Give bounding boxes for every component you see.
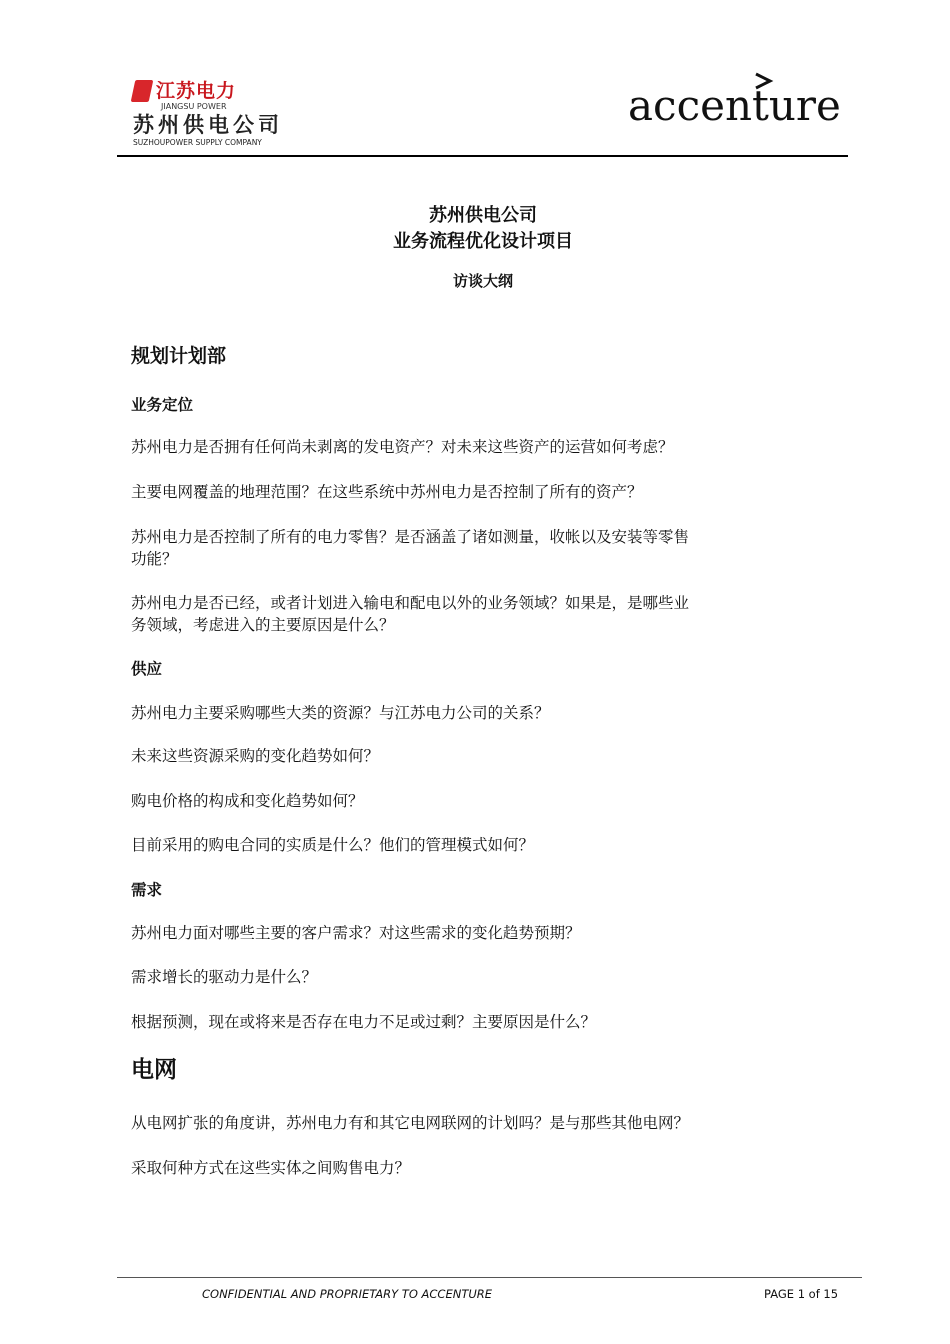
- footer-confidential: CONFIDENTIAL AND PROPRIETARY TO ACCENTURE: [202, 1287, 493, 1301]
- question: 需求增长的驱动力是什么？: [131, 968, 318, 986]
- question: 苏州电力是否已经，或者计划进入输电和配电以外的业务领域？如果是，是哪些业: [131, 594, 690, 612]
- footer-divider: [117, 1277, 862, 1278]
- jiangsu-power-mark-icon: [131, 80, 154, 102]
- question: 苏州电力面对哪些主要的客户需求？对这些需求的变化趋势预期？: [131, 924, 581, 942]
- question: 目前采用的购电合同的实质是什么？他们的管理模式如何？: [131, 836, 535, 854]
- header-divider: [117, 155, 848, 157]
- subheading-demand: 需求: [131, 880, 163, 899]
- question: 苏州电力主要采购哪些大类的资源？与江苏电力公司的关系？: [131, 704, 550, 722]
- suzhou-company-name: 苏州供电公司: [133, 113, 283, 137]
- jiangsu-power-name: 江苏电力: [156, 80, 237, 102]
- section-heading-planning: 规划计划部: [131, 345, 227, 367]
- question: 苏州电力是否拥有任何尚未剥离的发电资产？对未来这些资产的运营如何考虑？: [131, 438, 674, 456]
- question: 从电网扩张的角度讲，苏州电力有和其它电网联网的计划吗？是与那些其他电网？: [131, 1114, 690, 1132]
- doc-title-line2: 业务流程优化设计项目: [393, 231, 573, 252]
- question-continued: 务领域，考虑进入的主要原因是什么？: [131, 616, 395, 634]
- question: 未来这些资源采购的变化趋势如何？: [131, 747, 380, 765]
- suzhou-power-logo: [133, 80, 308, 150]
- suzhou-company-en: SUZHOUPOWER SUPPLY COMPANY: [133, 138, 262, 147]
- doc-subtitle: 访谈大纲: [452, 272, 513, 290]
- question: 主要电网覆盖的地理范围？在这些系统中苏州电力是否控制了所有的资产？: [131, 483, 643, 501]
- question: 根据预测，现在或将来是否存在电力不足或过剩？主要原因是什么？: [131, 1013, 597, 1031]
- jiangsu-power-en: JIANGSU POWER: [161, 102, 227, 111]
- footer-page-number: PAGE 1 of 15: [764, 1287, 839, 1301]
- subheading-positioning: 业务定位: [131, 395, 194, 414]
- section-heading-grid: 电网: [131, 1056, 177, 1083]
- question-continued: 功能？: [131, 550, 178, 568]
- subheading-supply: 供应: [131, 659, 163, 678]
- doc-title-line1: 苏州供电公司: [429, 205, 537, 226]
- question: 苏州电力是否控制了所有的电力零售？是否涵盖了诸如测量，收帐以及安装等零售: [131, 528, 690, 546]
- accenture-logo: [628, 72, 843, 130]
- question: 购电价格的构成和变化趋势如何？: [131, 792, 364, 810]
- accenture-wordmark: accenture: [628, 81, 841, 130]
- question: 采取何种方式在这些实体之间购售电力？: [131, 1159, 411, 1177]
